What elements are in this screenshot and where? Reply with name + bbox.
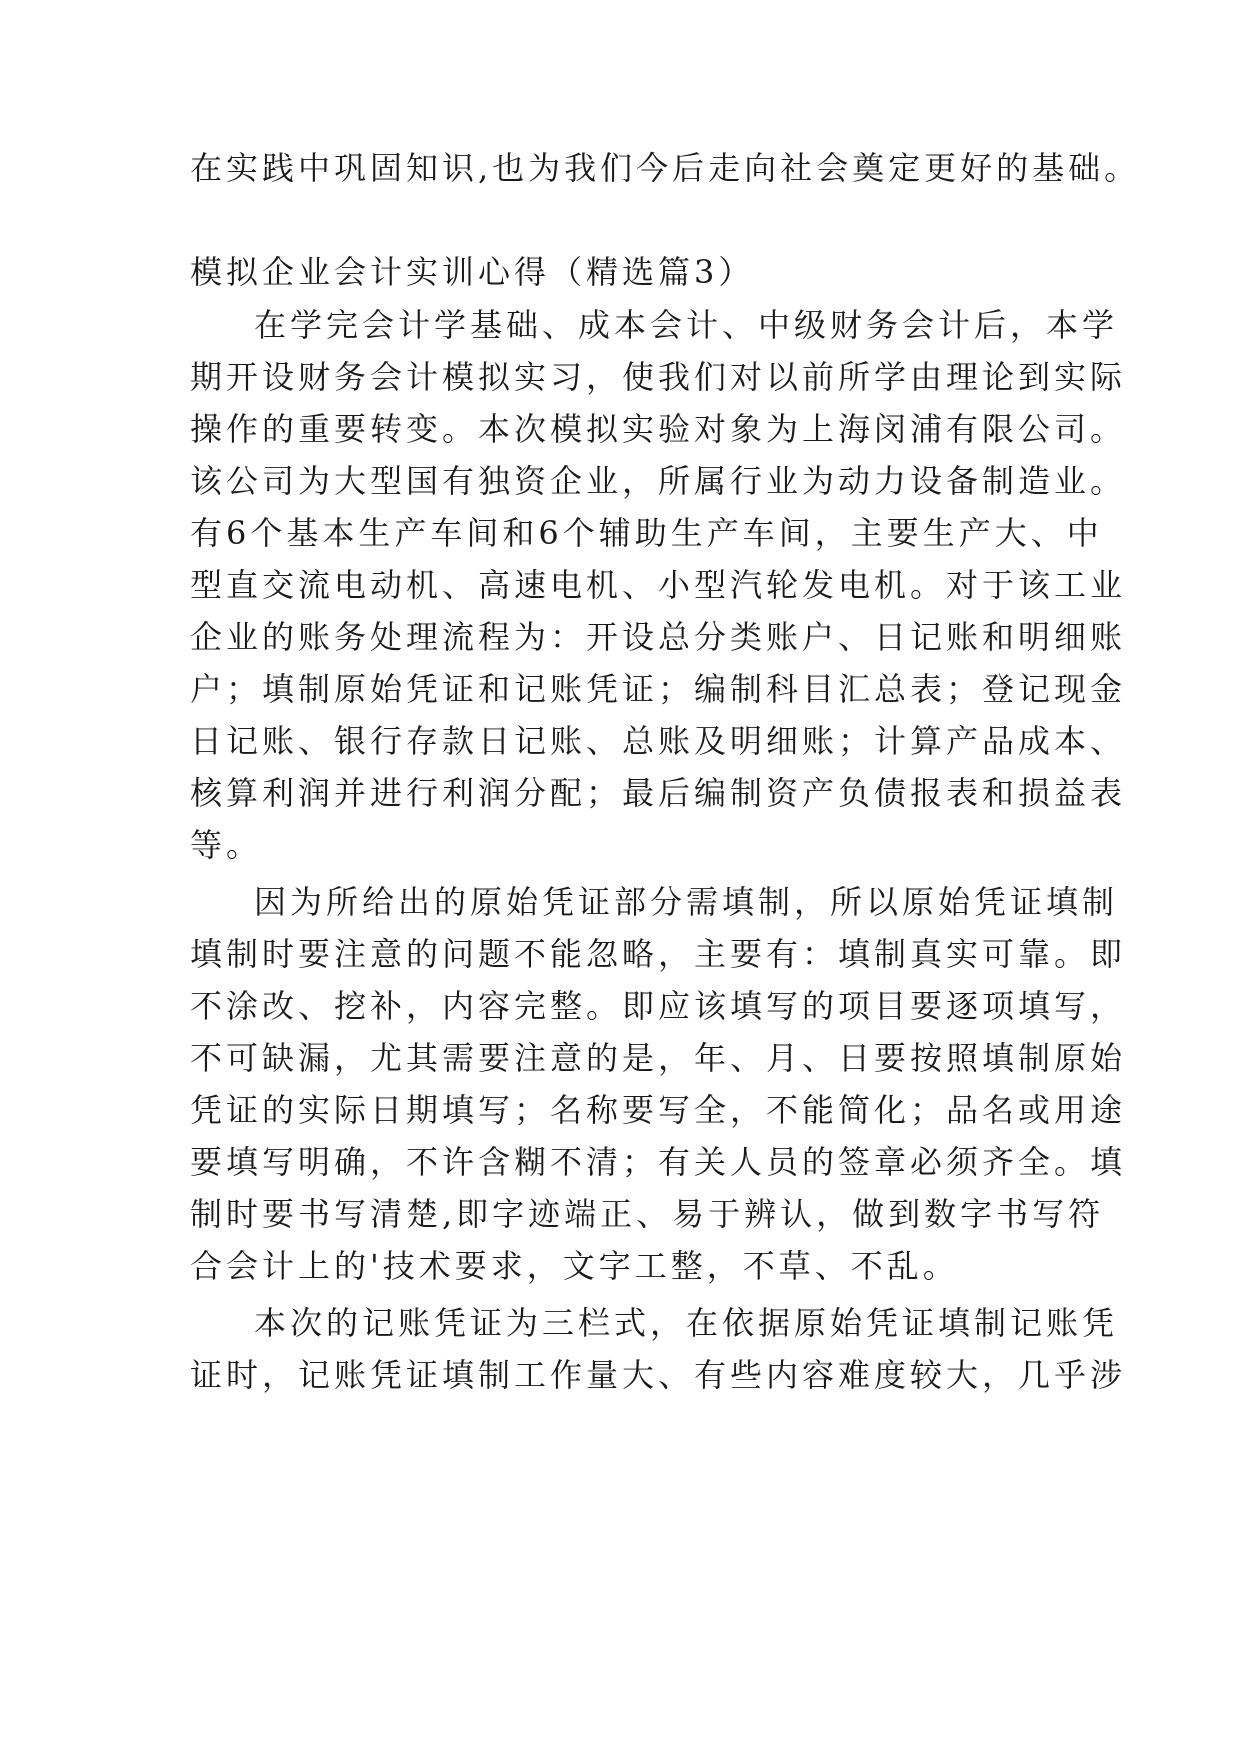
- paragraph-1-line: 型直交流电动机、高速电机、小型汽轮发电机。对于该工业: [190, 566, 1127, 604]
- paragraph-2-line: 合会计上的'技术要求，文字工整，不草、不乱。: [190, 1247, 959, 1285]
- paragraph-1-line: 日记账、银行存款日记账、总账及明细账；计算产品成本、: [190, 722, 1127, 760]
- paragraph-1-line: 该公司为大型国有独资企业，所属行业为动力设备制造业。: [190, 462, 1127, 500]
- paragraph-1-line: 在学完会计学基础、成本会计、中级财务会计后，本学: [254, 306, 1119, 344]
- text-line: 在实践中巩固知识,也为我们今后走向社会奠定更好的基础。: [190, 149, 1141, 187]
- paragraph-2-line: 不涂改、挖补，内容完整。即应该填写的项目要逐项填写，: [190, 987, 1127, 1025]
- paragraph-1-line: 有6个基本生产车间和6个辅助生产车间，主要生产大、中: [190, 514, 1103, 552]
- paragraph-3-line: 证时，记账凭证填制工作量大、有些内容难度较大，几乎涉: [190, 1356, 1127, 1394]
- paragraph-1-line: 户；填制原始凭证和记账凭证；编制科目汇总表；登记现金: [190, 670, 1127, 708]
- paragraph-1-line: 企业的账务处理流程为：开设总分类账户、日记账和明细账: [190, 618, 1127, 656]
- section-heading: 模拟企业会计实训心得（精选篇3）: [190, 253, 755, 291]
- paragraph-2-line: 不可缺漏，尤其需要注意的是，年、月、日要按照填制原始: [190, 1039, 1127, 1077]
- paragraph-1-line: 核算利润并进行利润分配；最后编制资产负债报表和损益表: [190, 774, 1127, 812]
- paragraph-2-line: 制时要书写清楚,即字迹端正、易于辨认，做到数字书写符: [190, 1195, 1105, 1233]
- paragraph-2-line: 填制时要注意的问题不能忽略，主要有：填制真实可靠。即: [190, 935, 1127, 973]
- paragraph-3-line: 本次的记账凭证为三栏式，在依据原始凭证填制记账凭: [254, 1304, 1119, 1342]
- paragraph-1-line: 等。: [190, 826, 263, 864]
- paragraph-1-line: 操作的重要转变。本次模拟实验对象为上海闵浦有限公司。: [190, 410, 1127, 448]
- paragraph-2-line: 凭证的实际日期填写；名称要写全，不能简化；品名或用途: [190, 1091, 1127, 1129]
- paragraph-2-line: 要填写明确，不许含糊不清；有关人员的签章必须齐全。填: [190, 1143, 1127, 1181]
- paragraph-1-line: 期开设财务会计模拟实习，使我们对以前所学由理论到实际: [190, 358, 1127, 396]
- paragraph-2-line: 因为所给出的原始凭证部分需填制，所以原始凭证填制: [254, 883, 1119, 921]
